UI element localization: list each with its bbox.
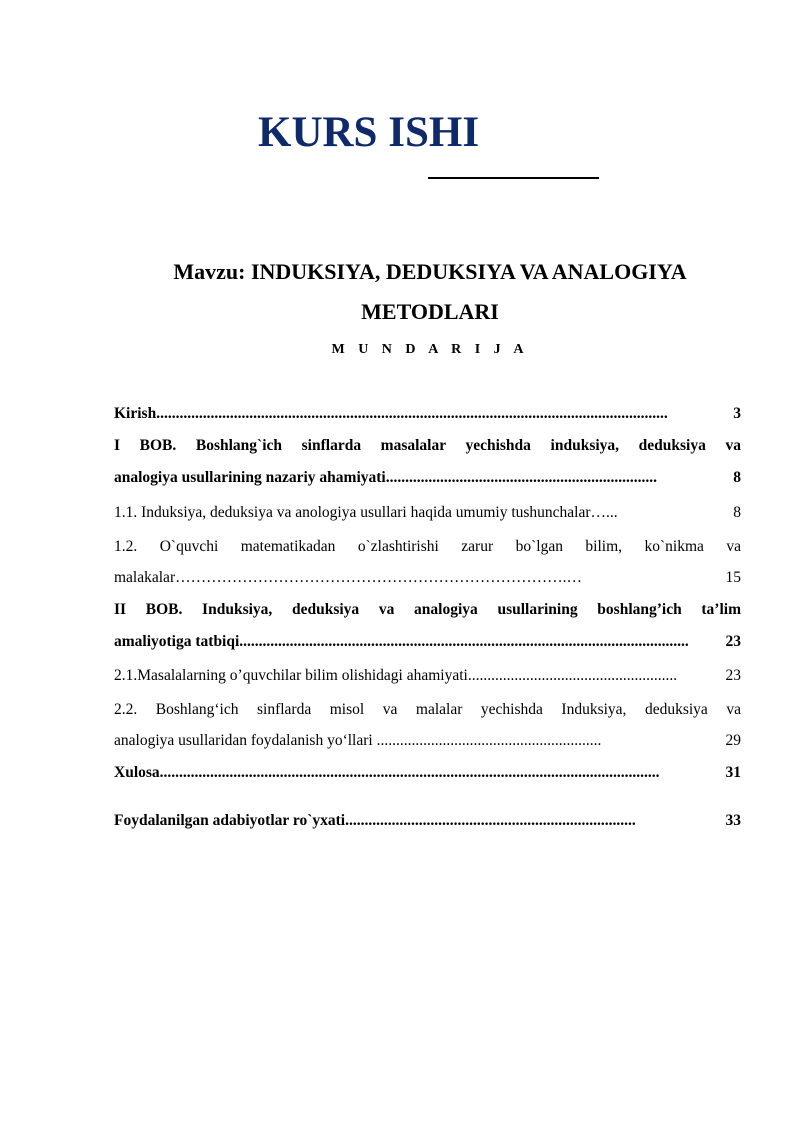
toc-page-number: 15 [725,569,741,586]
toc-page-number: 23 [725,667,741,684]
toc-leader: ………………………………………………………………….… [175,569,582,586]
toc-entry-2-2-line-1: 2.2. Boshlang‘ich sinflarda misol va malalar yechishda Induksiya, deduksiya va [114,701,741,718]
toc-entry-2-1 [114,666,741,686]
toc-entry-bob1-line-2 [114,468,741,488]
toc-page-number: 8 [733,469,741,486]
toc-page-number: 33 [725,812,741,829]
toc-leader: ........................................................................... [345,812,636,829]
toc-leader: .................................................................................................................................... [156,405,668,422]
toc-entry-bob2-line-2 [114,632,741,652]
toc-entry-1-1 [114,503,741,523]
toc-entry-title: malakalar [114,569,176,586]
document-heading: KURS ISHI [258,109,480,156]
toc-leader: .......................................................... [376,732,602,749]
toc-page-number: 31 [725,764,741,781]
table-of-contents-heading: M U N D A R I J A [331,342,529,357]
toc-entry-title: Xulosa [114,764,160,781]
toc-entry-title: analogiya usullaridan foydalanish yo‘llari [114,732,377,749]
toc-entry-title: Kirish [114,405,157,422]
toc-entry-title: analogiya usullarining nazariy ahamiyati [114,469,386,486]
toc-leader: ...................................................................... [385,469,657,486]
toc-entry-xulosa [114,763,741,783]
heading-underline [428,177,599,179]
toc-page-number: 29 [725,732,741,749]
toc-entry-title: 2.1.Masalalarning o’quvchilar bilim olishidagi ahamiyati [114,667,468,684]
toc-entry-2-2-line-2 [114,731,741,751]
toc-leader: ................................................................................................................................. [159,764,660,781]
toc-entry-title: amaliyotiga tatbiqi [114,633,240,650]
toc-page-number: 8 [733,504,741,521]
toc-entry-bob2-line-1: II BOB. Induksiya, deduksiya va analogiya usullarining boshlang’ich ta’lim [114,601,741,618]
toc-leader: ...................................................... [467,667,678,684]
toc-page-number: 23 [725,633,741,650]
toc-entry-title: 1.1. Induksiya, deduksiya va anologiya usullari haqida umumiy tushunchalar…... [114,504,618,521]
toc-page-number: 3 [733,405,741,422]
toc-entry-1-2-line-1: 1.2. O`quvchi matematikadan o`zlashtirishi zarur bo`lgan bilim, ko`nikma va [114,538,741,555]
toc-entry-1-2-line-2 [114,568,741,588]
topic-title-line-1: Mavzu: INDUKSIYA, DEDUKSIYA VA ANALOGIYA [173,259,687,284]
topic-title-line-2: METODLARI [361,299,499,324]
toc-entry-kirish [114,404,741,424]
toc-entry-bob1-line-1: I BOB. Boshlang`ich sinflarda masalalar yechishda induksiya, deduksiya va [114,437,741,454]
toc-entry-title: Foydalanilgan adabiyotlar ro`yxati [114,812,346,829]
toc-leader: .................................................................................................................... [239,633,689,650]
toc-entry-adabiyotlar [114,811,741,831]
